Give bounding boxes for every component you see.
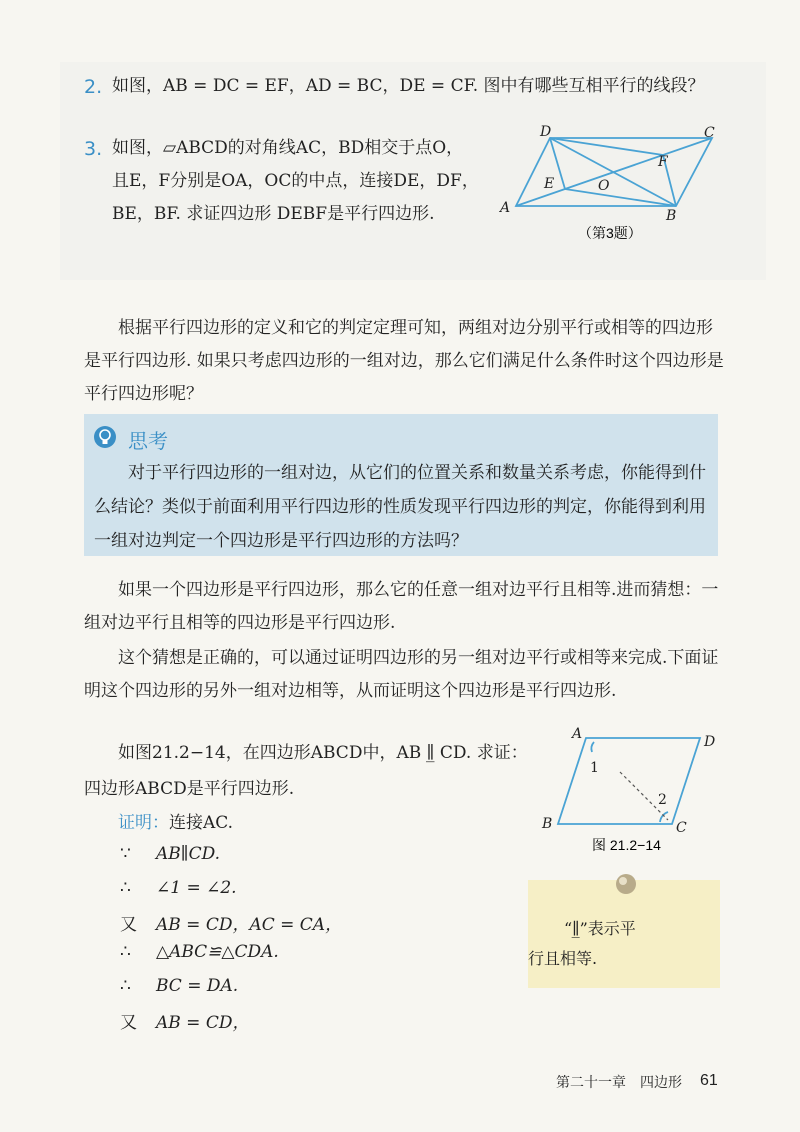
- problem-line-2: 四边形ABCD是平行四边形.: [84, 779, 295, 799]
- proof-heading: [118, 808, 233, 833]
- proof-step-4-symbol: ∴: [120, 942, 131, 962]
- proof-step-1-expr: AB∥CD.: [156, 844, 221, 864]
- proof-label: 证明：: [118, 813, 169, 833]
- label-F: F: [658, 154, 668, 170]
- label-E: E: [544, 176, 555, 192]
- label-A: A: [572, 726, 583, 742]
- label-O: O: [598, 178, 610, 194]
- proof-plan-paragraph: 这个猜想是正确的，可以通过证明四边形的另一组对边平行或相等来完成.下面证明这个四边形的另外一组对边相等，从而证明这个四边形是平行四边形.: [84, 648, 719, 701]
- think-body: 对于平行四边形的一组对边，从它们的位置关系和数量关系考虑，你能得到什么结论？类似于前面利用平行四边形的性质发现平行四边形的判定，你能得到利用一组对边判定一个四边形是平行四边形的方法吗？: [94, 463, 706, 551]
- conjecture-paragraph: 如果一个四边形是平行四边形，那么它的任意一组对边平行且相等.进而猜想：一组对边平行且相等的四边形是平行四边形.: [84, 580, 719, 633]
- label-C: C: [704, 125, 715, 141]
- proof-step-5-symbol: ∴: [120, 976, 131, 996]
- lightbulb-icon: [92, 424, 118, 450]
- label-A: A: [500, 200, 511, 216]
- proof-step-4-expr: △ABC≌△CDA.: [156, 942, 279, 962]
- question-3-text: [112, 132, 502, 231]
- chapter-title: 第二十一章 四边形: [556, 1074, 682, 1090]
- think-title: 思考: [128, 429, 168, 453]
- proof-step-2-expr: ∠1 = ∠2.: [156, 878, 237, 898]
- proof-step-5-expr: BC = DA.: [156, 976, 239, 996]
- label-C: C: [676, 820, 687, 836]
- proof-step-1-symbol: ∵: [120, 844, 131, 864]
- figure-3-caption: （第3题）: [578, 225, 642, 241]
- page-number: 61: [700, 1072, 718, 1089]
- proof-step-6-expr: AB = CD，: [156, 1013, 250, 1033]
- figure-21-2-14: [534, 724, 734, 856]
- angle-1-arc: [591, 742, 594, 752]
- proof-step-6-symbol: 又: [120, 1013, 137, 1033]
- question-3-line-1: 如图，▱ABCD的对角线AC，BD相交于点O，: [112, 138, 464, 158]
- label-B: B: [666, 208, 677, 224]
- proof-step-2-symbol: ∴: [120, 878, 131, 898]
- label-angle-1: 1: [590, 760, 599, 776]
- side-note: [528, 880, 720, 988]
- question-2-number: 2.: [84, 76, 103, 98]
- note-line-2: 行且相等.: [528, 949, 598, 968]
- proof-step-3-expr: AB = CD，AC = CA，: [156, 915, 343, 935]
- label-B: B: [542, 816, 553, 832]
- proof-step-3-symbol: 又: [120, 915, 137, 935]
- label-angle-2: 2: [658, 792, 667, 808]
- pin-icon: [614, 872, 638, 896]
- problem-line-1: 如图21.2−14，在四边形ABCD中，AB ∥̲ CD. 求证：: [118, 743, 528, 763]
- question-3-line-3: BE，BF. 求证四边形 DEBF是平行四边形.: [112, 204, 435, 224]
- question-2-text: 如图，AB = DC = EF，AD = BC，DE = CF. 图中有哪些互相平行的线段？: [112, 76, 705, 96]
- intro-paragraph: 根据平行四边形的定义和它的判定定理可知，两组对边分别平行或相等的四边形是平行四边形. 如果只考虑四边形的一组对边，那么它们满足什么条件时这个四边形是平行四边形呢？: [84, 318, 724, 404]
- angle-2-arc: [660, 812, 668, 822]
- proof-head-text: 连接AC.: [169, 813, 234, 833]
- think-box: [84, 414, 718, 556]
- label-D: D: [704, 734, 716, 750]
- question-3-number: 3.: [84, 138, 103, 160]
- label-D: D: [540, 124, 552, 140]
- question-3-line-2: 且E，F分别是OA，OC的中点，连接DE，DF，: [112, 171, 479, 191]
- note-line-1: “∥̲”表示平: [564, 919, 636, 938]
- figure-21-2-14-caption: 图 21.2−14: [592, 837, 661, 853]
- question-3-figure: [492, 120, 732, 250]
